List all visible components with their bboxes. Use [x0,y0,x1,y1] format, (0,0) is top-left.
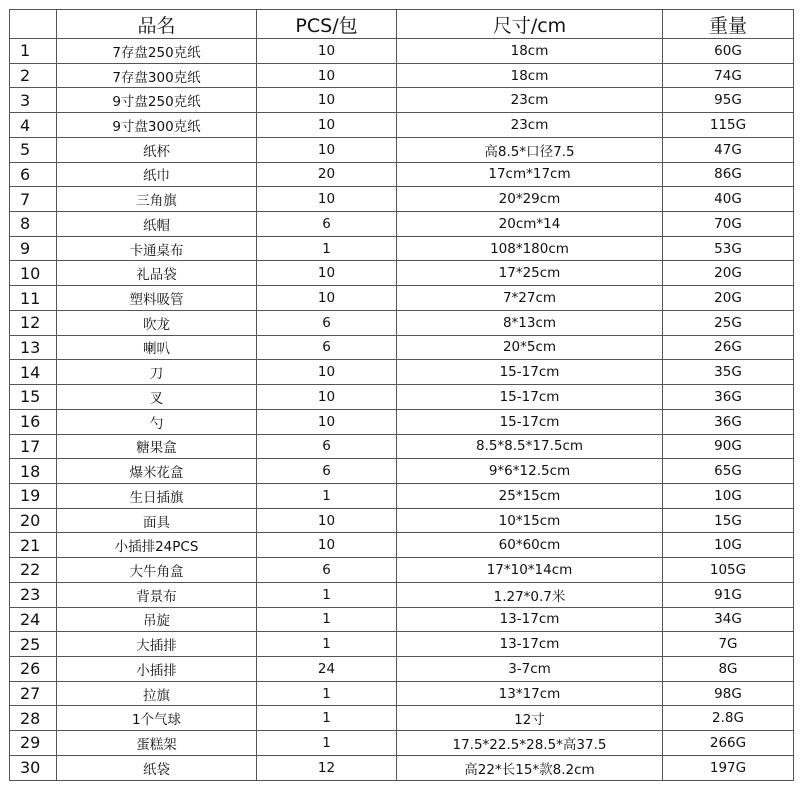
weight-cell: 36G [663,409,794,434]
weight-cell: 20G [663,261,794,286]
pcs-per-pack-cell: 6 [257,434,397,459]
size-cell: 13*17cm [397,681,663,706]
size-cell: 15-17cm [397,360,663,385]
product-spec-table [9,9,794,781]
pcs-per-pack-cell: 10 [257,261,397,286]
product-name-cell: 卡通桌布 [57,236,257,261]
pcs-per-pack-cell: 6 [257,212,397,237]
table-row [10,187,794,212]
product-name-cell: 吊旋 [57,607,257,632]
table-row [10,113,794,138]
pcs-per-pack-cell: 1 [257,607,397,632]
size-cell: 25*15cm [397,483,663,508]
product-name-cell: 小插排 [57,656,257,681]
weight-cell: 47G [663,137,794,162]
table-row [10,681,794,706]
row-index-cell: 14 [10,360,57,385]
table-row [10,360,794,385]
row-index-cell: 19 [10,483,57,508]
pcs-per-pack-cell: 6 [257,459,397,484]
size-cell: 108*180cm [397,236,663,261]
weight-cell: 8G [663,656,794,681]
table-row [10,706,794,731]
weight-cell: 266G [663,731,794,756]
size-cell: 20cm*14 [397,212,663,237]
product-name-cell: 7存盘300克纸 [57,63,257,88]
table-row [10,63,794,88]
product-name-cell: 三角旗 [57,187,257,212]
header-weight: 重量 [663,10,794,39]
size-cell: 高8.5*口径7.5 [397,137,663,162]
table-row [10,385,794,410]
weight-cell: 7G [663,632,794,657]
pcs-per-pack-cell: 10 [257,137,397,162]
product-name-cell: 纸巾 [57,162,257,187]
header-index [10,10,57,39]
product-name-cell: 纸杯 [57,137,257,162]
product-name-cell: 9寸盘250克纸 [57,88,257,113]
table-row [10,755,794,780]
table-row [10,236,794,261]
size-cell: 3-7cm [397,656,663,681]
pcs-per-pack-cell: 1 [257,236,397,261]
size-cell: 9*6*12.5cm [397,459,663,484]
pcs-per-pack-cell: 1 [257,681,397,706]
row-index-cell: 1 [10,39,57,64]
product-name-cell: 大牛角盒 [57,558,257,583]
table-row [10,582,794,607]
table-row [10,483,794,508]
pcs-per-pack-cell: 1 [257,731,397,756]
product-name-cell: 生日插旗 [57,483,257,508]
table-row [10,558,794,583]
header-product-name: 品名 [57,10,257,39]
row-index-cell: 27 [10,681,57,706]
table-row [10,261,794,286]
size-cell: 20*5cm [397,335,663,360]
table-row [10,310,794,335]
pcs-per-pack-cell: 10 [257,508,397,533]
size-cell: 15-17cm [397,385,663,410]
weight-cell: 2.8G [663,706,794,731]
product-name-cell: 拉旗 [57,681,257,706]
pcs-per-pack-cell: 1 [257,483,397,508]
row-index-cell: 6 [10,162,57,187]
product-name-cell: 大插排 [57,632,257,657]
row-index-cell: 25 [10,632,57,657]
table-row [10,533,794,558]
table-row [10,137,794,162]
size-cell: 23cm [397,113,663,138]
product-name-cell: 糖果盒 [57,434,257,459]
product-name-cell: 背景布 [57,582,257,607]
weight-cell: 115G [663,113,794,138]
product-name-cell: 纸帽 [57,212,257,237]
row-index-cell: 10 [10,261,57,286]
pcs-per-pack-cell: 6 [257,310,397,335]
weight-cell: 105G [663,558,794,583]
size-cell: 23cm [397,88,663,113]
weight-cell: 70G [663,212,794,237]
table-row [10,39,794,64]
product-name-cell: 叉 [57,385,257,410]
row-index-cell: 29 [10,731,57,756]
weight-cell: 20G [663,286,794,311]
table-row [10,162,794,187]
header-row [10,10,794,39]
row-index-cell: 5 [10,137,57,162]
weight-cell: 60G [663,39,794,64]
size-cell: 8.5*8.5*17.5cm [397,434,663,459]
row-index-cell: 18 [10,459,57,484]
row-index-cell: 2 [10,63,57,88]
size-cell: 15-17cm [397,409,663,434]
pcs-per-pack-cell: 24 [257,656,397,681]
size-cell: 17*10*14cm [397,558,663,583]
pcs-per-pack-cell: 10 [257,385,397,410]
row-index-cell: 9 [10,236,57,261]
size-cell: 1.27*0.7米 [397,582,663,607]
product-name-cell: 喇叭 [57,335,257,360]
table-row [10,88,794,113]
size-cell: 17cm*17cm [397,162,663,187]
product-name-cell: 9寸盘300克纸 [57,113,257,138]
pcs-per-pack-cell: 10 [257,63,397,88]
row-index-cell: 22 [10,558,57,583]
row-index-cell: 16 [10,409,57,434]
pcs-per-pack-cell: 6 [257,558,397,583]
weight-cell: 95G [663,88,794,113]
weight-cell: 15G [663,508,794,533]
size-cell: 高22*长15*款8.2cm [397,755,663,780]
product-name-cell: 7存盘250克纸 [57,39,257,64]
table-row [10,286,794,311]
row-index-cell: 30 [10,755,57,780]
row-index-cell: 21 [10,533,57,558]
weight-cell: 74G [663,63,794,88]
table-row [10,434,794,459]
weight-cell: 34G [663,607,794,632]
size-cell: 7*27cm [397,286,663,311]
product-name-cell: 刀 [57,360,257,385]
product-name-cell: 吹龙 [57,310,257,335]
weight-cell: 65G [663,459,794,484]
row-index-cell: 4 [10,113,57,138]
row-index-cell: 24 [10,607,57,632]
pcs-per-pack-cell: 20 [257,162,397,187]
pcs-per-pack-cell: 10 [257,187,397,212]
size-cell: 18cm [397,39,663,64]
product-name-cell: 纸袋 [57,755,257,780]
table-row [10,335,794,360]
weight-cell: 90G [663,434,794,459]
table-row [10,656,794,681]
size-cell: 17*25cm [397,261,663,286]
size-cell: 12寸 [397,706,663,731]
weight-cell: 98G [663,681,794,706]
pcs-per-pack-cell: 1 [257,582,397,607]
weight-cell: 10G [663,483,794,508]
row-index-cell: 3 [10,88,57,113]
table-row [10,731,794,756]
size-cell: 13-17cm [397,607,663,632]
product-name-cell: 小插排24PCS [57,533,257,558]
table-row [10,508,794,533]
size-cell: 60*60cm [397,533,663,558]
pcs-per-pack-cell: 10 [257,286,397,311]
row-index-cell: 28 [10,706,57,731]
weight-cell: 197G [663,755,794,780]
table-row [10,459,794,484]
size-cell: 17.5*22.5*28.5*高37.5 [397,731,663,756]
product-name-cell: 1个气球 [57,706,257,731]
pcs-per-pack-cell: 1 [257,632,397,657]
weight-cell: 26G [663,335,794,360]
product-name-cell: 塑料吸管 [57,286,257,311]
row-index-cell: 13 [10,335,57,360]
product-name-cell: 面具 [57,508,257,533]
header-pcs-per-pack: PCS/包 [257,10,397,39]
product-name-cell: 礼品袋 [57,261,257,286]
size-cell: 20*29cm [397,187,663,212]
table-row [10,409,794,434]
pcs-per-pack-cell: 10 [257,113,397,138]
row-index-cell: 8 [10,212,57,237]
weight-cell: 86G [663,162,794,187]
product-name-cell: 勺 [57,409,257,434]
weight-cell: 25G [663,310,794,335]
table-row [10,212,794,237]
size-cell: 18cm [397,63,663,88]
table-row [10,607,794,632]
row-index-cell: 23 [10,582,57,607]
product-name-cell: 爆米花盒 [57,459,257,484]
row-index-cell: 20 [10,508,57,533]
size-cell: 13-17cm [397,632,663,657]
pcs-per-pack-cell: 6 [257,335,397,360]
pcs-per-pack-cell: 10 [257,360,397,385]
pcs-per-pack-cell: 1 [257,706,397,731]
row-index-cell: 11 [10,286,57,311]
pcs-per-pack-cell: 10 [257,533,397,558]
row-index-cell: 17 [10,434,57,459]
weight-cell: 35G [663,360,794,385]
row-index-cell: 15 [10,385,57,410]
pcs-per-pack-cell: 10 [257,88,397,113]
product-name-cell: 蛋糕架 [57,731,257,756]
weight-cell: 36G [663,385,794,410]
row-index-cell: 7 [10,187,57,212]
weight-cell: 40G [663,187,794,212]
header-size: 尺寸/cm [397,10,663,39]
row-index-cell: 26 [10,656,57,681]
pcs-per-pack-cell: 12 [257,755,397,780]
pcs-per-pack-cell: 10 [257,409,397,434]
table-row [10,632,794,657]
weight-cell: 53G [663,236,794,261]
weight-cell: 10G [663,533,794,558]
size-cell: 10*15cm [397,508,663,533]
weight-cell: 91G [663,582,794,607]
row-index-cell: 12 [10,310,57,335]
pcs-per-pack-cell: 10 [257,39,397,64]
size-cell: 8*13cm [397,310,663,335]
